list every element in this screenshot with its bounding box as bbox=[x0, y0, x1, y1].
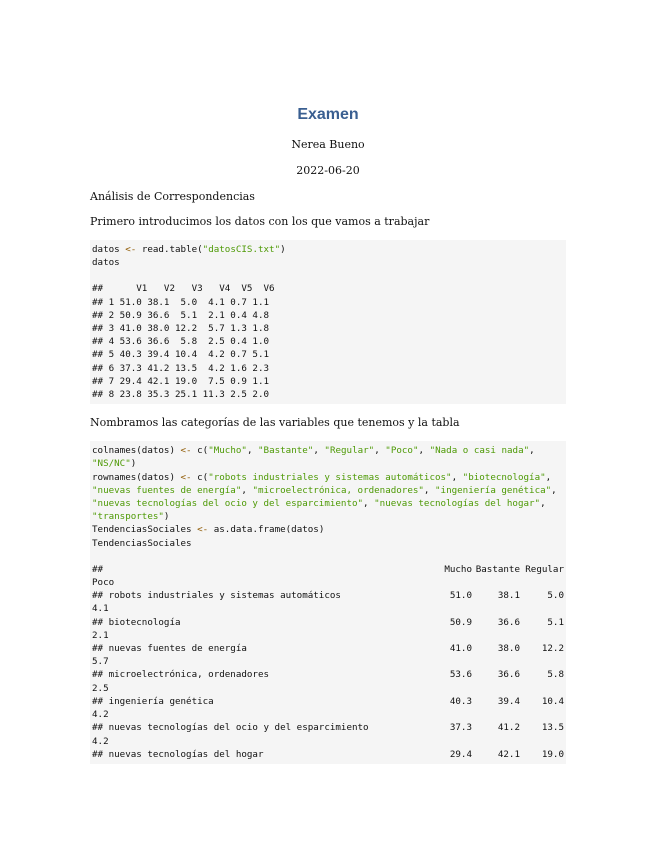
code-text: TendenciasSociales bbox=[92, 524, 198, 536]
row-name: ## biotecnología bbox=[92, 616, 181, 628]
output-row: ## 5 40.3 39.4 10.4 4.2 0.7 5.1 bbox=[92, 349, 270, 361]
code-operator: <- bbox=[180, 445, 192, 457]
cell-value: 13.5 bbox=[541, 722, 564, 734]
code-block-names: colnames(datos) <- c("Mucho", "Bastante", "Regular", "Poco", "Nada o casi nada", "NS/NC") rownames(datos) <- c("robots industriales y sistemas automáticos", "biotecnología", "nuevas fuentes de energía", "microelectrónica, ordenadores", "ingeniería genética", "nuevas tecnologías del ocio y del esparcimiento", "nuevas tecnologías del hogar", "transportes") TendenciasSociales <- as.data.frame(datos) TendenciasSociales ## Mucho Bastante Regular Poco ## robots industriales y sistemas automáticos 51.0 38.1 5.0 4.1 ## biotecnología 50.9 36.6 5.1 2.1 ## nuevas fuentes de energía 41.0 38.0 12.2 5.7 ## microelectrónica, ordenadores 53.6 36.6 5.8 2.5 ## ingeniería genética 40.3 39.4 10.4 4.2 ## nuevas tecnologías del ocio y del esparcimiento 37.3 41.2 13.5 4.2 ## nuevas tecnologías del hogar 29.4 42.1 19.0 bbox=[90, 441, 566, 764]
cell-value: 5.8 bbox=[547, 669, 564, 681]
cell-value: 41.2 bbox=[497, 722, 520, 734]
cell-value: 10.4 bbox=[541, 695, 564, 707]
cell-value: 38.0 bbox=[497, 643, 520, 655]
column-header: Bastante bbox=[475, 563, 520, 575]
cell-value: 42.1 bbox=[497, 748, 520, 760]
section-label: Análisis de Correspondencias bbox=[90, 190, 255, 203]
cell-value-wrapped: 4.2 bbox=[92, 709, 109, 721]
output-table bbox=[92, 563, 564, 761]
cell-value: 41.0 bbox=[449, 643, 472, 655]
row-name: ## nuevas fuentes de energía bbox=[92, 643, 247, 655]
cell-value: 29.4 bbox=[449, 748, 472, 760]
output-row: ## 1 51.0 38.1 5.0 4.1 0.7 1.1 bbox=[92, 296, 270, 308]
code-text: datos bbox=[92, 257, 120, 269]
code-string: "robots industriales y sistemas automáticos" bbox=[208, 471, 452, 483]
code-text: as.data.frame(datos) bbox=[208, 524, 325, 536]
cell-value: 38.1 bbox=[497, 590, 520, 602]
row-name: ## ingeniería genética bbox=[92, 695, 214, 707]
cell-value: 12.2 bbox=[541, 643, 564, 655]
code-string: "microelectrónica, ordenadores" bbox=[252, 484, 424, 496]
cell-value: 5.1 bbox=[547, 616, 564, 628]
document-page bbox=[90, 100, 566, 772]
code-string: "nuevas fuentes de energía" bbox=[92, 484, 242, 496]
code-string: "nuevas tecnologías del ocio y del esparcimiento" bbox=[92, 498, 364, 510]
code-string: "biotecnología" bbox=[462, 471, 546, 483]
table-row bbox=[92, 695, 564, 721]
code-operator: <- bbox=[125, 244, 137, 255]
code-string: "Bastante" bbox=[258, 445, 314, 457]
cell-value-wrapped: 4.1 bbox=[92, 603, 109, 615]
output-header: ## V1 V2 V3 V4 V5 V6 bbox=[92, 283, 275, 295]
cell-value: 5.0 bbox=[547, 590, 564, 602]
cell-value: 39.4 bbox=[497, 695, 520, 707]
output-row: ## 6 37.3 41.2 13.5 4.2 1.6 2.3 bbox=[92, 362, 270, 374]
intro-paragraph-2: Nombramos las categorías de las variables que tenemos y la tabla bbox=[90, 416, 460, 430]
table-row bbox=[92, 642, 564, 668]
code-text: ) bbox=[280, 244, 286, 255]
cell-value-wrapped: 2.1 bbox=[92, 629, 109, 641]
code-string: "Regular" bbox=[324, 445, 375, 457]
column-header: Mucho bbox=[444, 563, 472, 575]
cell-value: 19.0 bbox=[541, 748, 564, 760]
code-text: rownames(datos) bbox=[92, 471, 181, 483]
table-row bbox=[92, 721, 564, 747]
table-row bbox=[92, 616, 564, 642]
row-name: ## nuevas tecnologías del ocio y del esparcimiento bbox=[92, 722, 369, 734]
cell-value: 36.6 bbox=[497, 669, 520, 681]
code-string: "NS/NC" bbox=[92, 458, 131, 470]
code-block-read-data bbox=[90, 240, 566, 404]
row-name: ## robots industriales y sistemas automáticos bbox=[92, 590, 341, 602]
row-name: ## microelectrónica, ordenadores bbox=[92, 669, 270, 681]
row-name: ## nuevas tecnologías del hogar bbox=[92, 748, 264, 760]
cell-value: 51.0 bbox=[449, 590, 472, 602]
cell-value: 36.6 bbox=[497, 616, 520, 628]
output-row: ## 7 29.4 42.1 19.0 7.5 0.9 1.1 bbox=[92, 375, 270, 387]
code-string: "transportes" bbox=[92, 511, 164, 523]
cell-value: 53.6 bbox=[449, 669, 472, 681]
output-row: ## 4 53.6 36.6 5.8 2.5 0.4 1.0 bbox=[92, 336, 270, 348]
output-row: ## 8 23.8 35.3 25.1 11.3 2.5 2.0 bbox=[92, 389, 270, 401]
code-text: c( bbox=[191, 445, 209, 457]
output-row: ## 3 41.0 38.0 12.2 5.7 1.3 1.8 bbox=[92, 323, 270, 335]
code-operator: <- bbox=[180, 471, 192, 483]
doc-title: Examen bbox=[297, 106, 359, 123]
cell-value: 40.3 bbox=[449, 695, 472, 707]
cell-value: 37.3 bbox=[449, 722, 472, 734]
code-text: c( bbox=[191, 471, 209, 483]
code-string: "Nada o casi nada" bbox=[429, 445, 530, 457]
doc-date: 2022-06-20 bbox=[296, 164, 360, 177]
intro-paragraph: Primero introducimos los datos con los que vamos a trabajar bbox=[90, 215, 430, 228]
code-operator: <- bbox=[197, 524, 209, 536]
code-string: "ingeniería genética" bbox=[435, 484, 552, 496]
table-header bbox=[92, 563, 564, 589]
column-header-wrapped: Poco bbox=[92, 577, 115, 589]
cell-value: 50.9 bbox=[449, 616, 472, 628]
code-string: "Poco" bbox=[385, 445, 419, 457]
code-text: colnames(datos) bbox=[92, 445, 181, 457]
table-row bbox=[92, 668, 564, 694]
code-text: read.table( bbox=[136, 244, 203, 255]
header-hash: ## bbox=[92, 563, 104, 575]
code-string: "datosCIS.txt" bbox=[202, 244, 281, 255]
table-row bbox=[92, 748, 564, 761]
doc-author: Nerea Bueno bbox=[291, 138, 365, 151]
column-header: Regular bbox=[525, 563, 564, 575]
cell-value-wrapped: 4.2 bbox=[92, 735, 109, 747]
code-text: TendenciasSociales bbox=[92, 537, 192, 549]
code-text: datos bbox=[92, 244, 126, 255]
cell-value-wrapped: 5.7 bbox=[92, 656, 109, 668]
output-row: ## 2 50.9 36.6 5.1 2.1 0.4 4.8 bbox=[92, 309, 270, 321]
cell-value-wrapped: 2.5 bbox=[92, 682, 109, 694]
table-row bbox=[92, 589, 564, 615]
code-string: "Mucho" bbox=[208, 445, 247, 457]
code-string: "nuevas tecnologías del hogar" bbox=[374, 498, 541, 510]
